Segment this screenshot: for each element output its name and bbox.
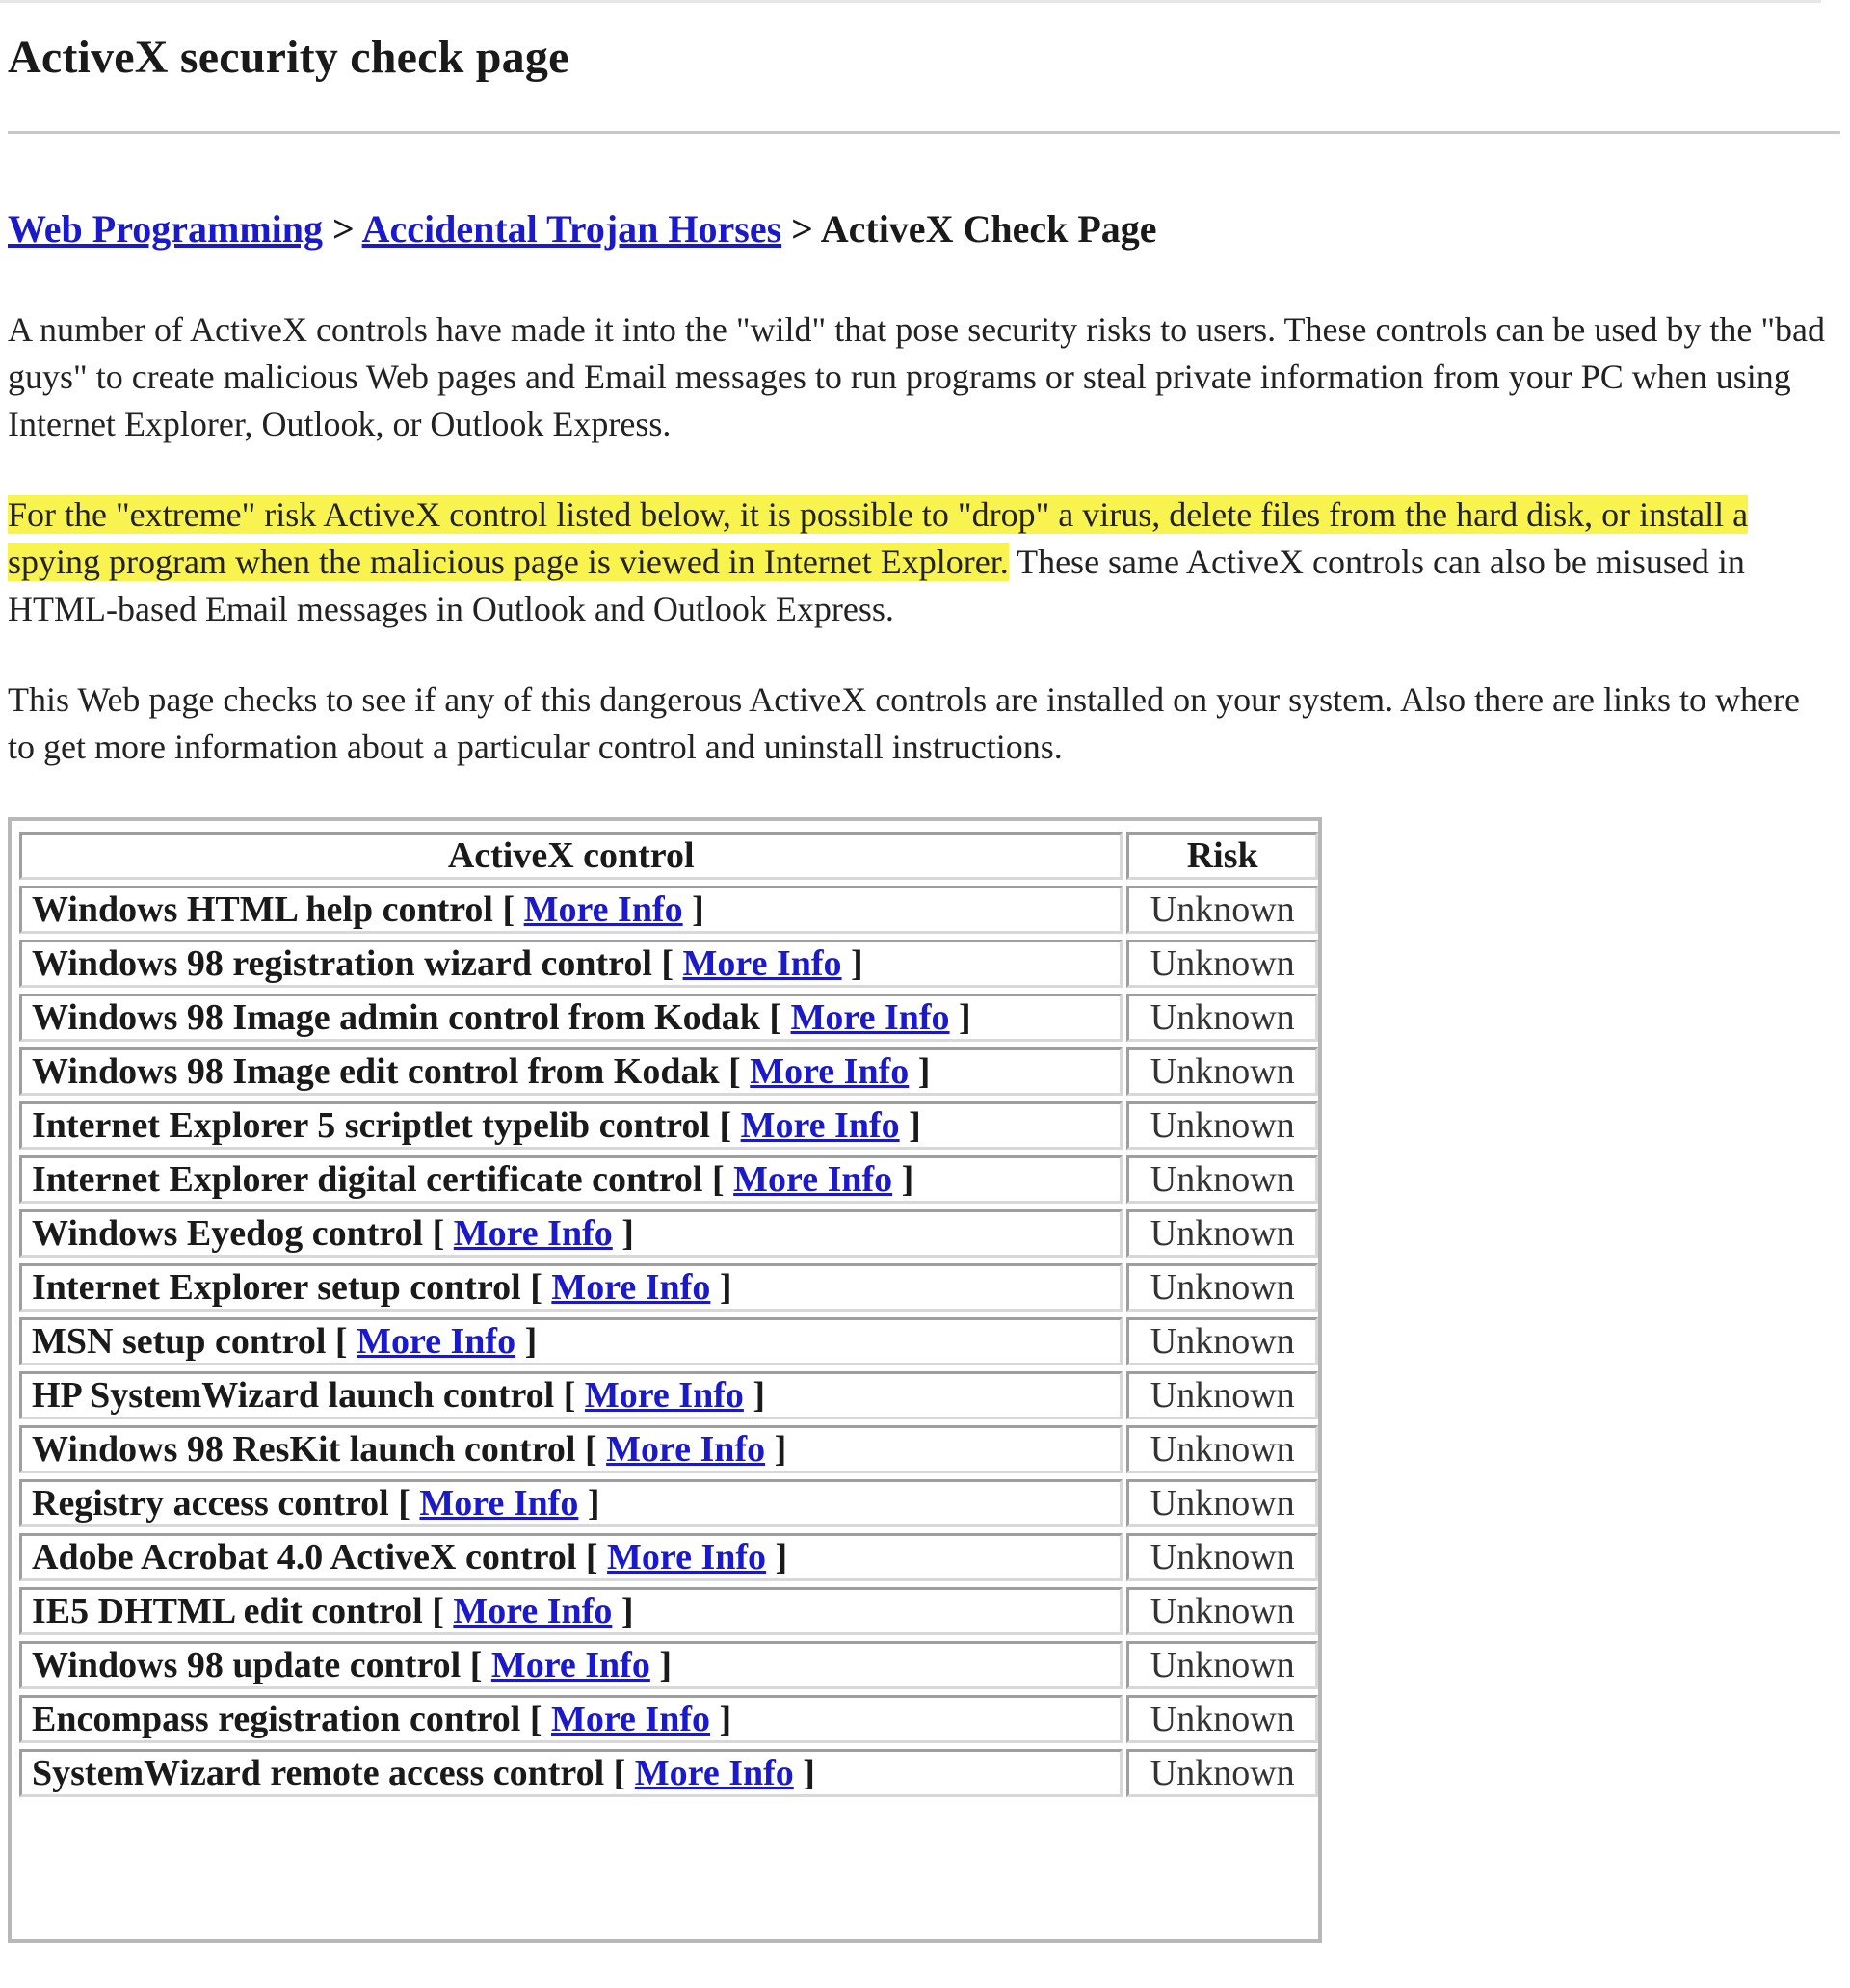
control-name-cell: Windows 98 Image admin control from Kodak [ More Info ] [19, 994, 1123, 1042]
column-header-risk: Risk [1126, 832, 1318, 880]
risk-value: Unknown [1126, 1641, 1318, 1689]
control-name-cell: Windows 98 registration wizard control [ More Info ] [19, 940, 1123, 988]
intro-paragraph-3: This Web page checks to see if any of this dangerous ActiveX controls are installed on your system. Also there are links to where to get more information about a particular control and uninstall instructions. [8, 680, 1800, 766]
control-name: Windows 98 ResKit launch control [32, 1429, 576, 1470]
table-row [19, 994, 1318, 1042]
risk-value: Unknown [1126, 940, 1318, 988]
control-name: MSN setup control [32, 1321, 327, 1362]
control-name: SystemWizard remote access control [32, 1753, 605, 1793]
table-row [19, 1641, 1318, 1689]
column-header-control: ActiveX control [19, 832, 1123, 880]
more-info-link[interactable]: More Info [453, 1213, 613, 1254]
breadcrumb-separator: > [791, 207, 813, 251]
table-row [19, 1695, 1318, 1743]
risk-value: Unknown [1126, 1317, 1318, 1365]
control-name: Registry access control [32, 1483, 389, 1524]
more-info-link[interactable]: More Info [551, 1699, 711, 1739]
control-name-cell: HP SystemWizard launch control [ More Info ] [19, 1371, 1123, 1419]
risk-value: Unknown [1126, 994, 1318, 1042]
risk-value: Unknown [1126, 1047, 1318, 1096]
control-name: Internet Explorer setup control [32, 1267, 521, 1308]
control-name-cell: Windows HTML help control [ More Info ] [19, 886, 1123, 934]
table-row [19, 1533, 1318, 1581]
more-info-link[interactable]: More Info [490, 1645, 650, 1685]
control-name: Windows HTML help control [32, 889, 493, 930]
risk-value: Unknown [1126, 1533, 1318, 1581]
control-name: Windows Eyedog control [32, 1213, 424, 1254]
table-row [19, 940, 1318, 988]
risk-value: Unknown [1126, 1425, 1318, 1473]
highlighted-warning: For the "extreme" risk ActiveX control listed below, it is possible to "drop" a virus, delete files from the hard disk, or install a spying program when the malicious page is viewed in Internet Explorer. [8, 495, 1749, 581]
control-name-cell: Windows 98 Image edit control from Kodak [ More Info ] [19, 1047, 1123, 1096]
control-name: Encompass registration control [32, 1699, 521, 1739]
activex-table-frame [8, 817, 1322, 1943]
more-info-link[interactable]: More Info [607, 1537, 767, 1577]
control-name-cell: Windows Eyedog control [ More Info ] [19, 1209, 1123, 1258]
risk-value: Unknown [1126, 1101, 1318, 1150]
more-info-link[interactable]: More Info [733, 1159, 893, 1200]
control-name: Windows 98 registration wizard control [32, 943, 652, 984]
table-row [19, 1371, 1318, 1419]
more-info-link[interactable]: More Info [419, 1483, 579, 1524]
control-name: IE5 DHTML edit control [32, 1591, 423, 1631]
top-divider [0, 0, 1821, 3]
table-header-row [19, 832, 1318, 880]
table-row [19, 1155, 1318, 1204]
table-row [19, 886, 1318, 934]
more-info-link[interactable]: More Info [682, 943, 842, 984]
intro-paragraph-2-rest: These same ActiveX controls can also be misused in HTML-based Email messages in Outlook and Outlook Express. [8, 543, 1745, 628]
control-name: Internet Explorer 5 scriptlet typelib control [32, 1105, 710, 1146]
control-name-cell: Internet Explorer 5 scriptlet typelib control [ More Info ] [19, 1101, 1123, 1150]
more-info-link[interactable]: More Info [584, 1375, 744, 1416]
risk-value: Unknown [1126, 1209, 1318, 1258]
table-row [19, 1047, 1318, 1096]
control-name: Adobe Acrobat 4.0 ActiveX control [32, 1537, 577, 1577]
control-name: HP SystemWizard launch control [32, 1375, 555, 1416]
more-info-link[interactable]: More Info [523, 889, 683, 930]
control-name: Windows 98 update control [32, 1645, 462, 1685]
breadcrumb [8, 206, 1157, 252]
risk-value: Unknown [1126, 1695, 1318, 1743]
more-info-link[interactable]: More Info [740, 1105, 900, 1146]
control-name-cell: MSN setup control [ More Info ] [19, 1317, 1123, 1365]
table-row [19, 1209, 1318, 1258]
more-info-link[interactable]: More Info [750, 1051, 910, 1092]
risk-value: Unknown [1126, 1749, 1318, 1797]
breadcrumb-current: ActiveX Check Page [820, 207, 1157, 251]
control-name-cell: Windows 98 ResKit launch control [ More Info ] [19, 1425, 1123, 1473]
table-row [19, 1587, 1318, 1635]
intro-paragraph-1: A number of ActiveX controls have made it into the "wild" that pose security risks to users. These controls can be used by the "bad guys" to create malicious Web pages and Email messages to run programs or steal private information from your PC when using Internet Explorer, Outlook, or Outlook Express. [8, 310, 1826, 443]
table-row [19, 1317, 1318, 1365]
control-name-cell: Registry access control [ More Info ] [19, 1479, 1123, 1527]
table-row [19, 1749, 1318, 1797]
more-info-link[interactable]: More Info [551, 1267, 711, 1308]
more-info-link[interactable]: More Info [453, 1591, 613, 1631]
control-name-cell: Internet Explorer digital certificate control [ More Info ] [19, 1155, 1123, 1204]
risk-value: Unknown [1126, 1371, 1318, 1419]
control-name-cell: Internet Explorer setup control [ More Info ] [19, 1263, 1123, 1312]
control-name: Internet Explorer digital certificate control [32, 1159, 703, 1200]
more-info-link[interactable]: More Info [357, 1321, 516, 1362]
risk-value: Unknown [1126, 1587, 1318, 1635]
breadcrumb-link-web-programming[interactable]: Web Programming [8, 207, 324, 251]
control-name: Windows 98 Image admin control from Kodak [32, 997, 760, 1038]
risk-value: Unknown [1126, 886, 1318, 934]
control-name-cell: Adobe Acrobat 4.0 ActiveX control [ More Info ] [19, 1533, 1123, 1581]
table-row [19, 1263, 1318, 1312]
risk-value: Unknown [1126, 1263, 1318, 1312]
control-name-cell: SystemWizard remote access control [ More Info ] [19, 1749, 1123, 1797]
activex-controls-table [15, 826, 1322, 1803]
title-divider [8, 131, 1840, 134]
control-name-cell: Encompass registration control [ More Info ] [19, 1695, 1123, 1743]
control-name-cell: Windows 98 update control [ More Info ] [19, 1641, 1123, 1689]
risk-value: Unknown [1126, 1479, 1318, 1527]
intro-paragraph-2 [8, 491, 1829, 633]
control-name: Windows 98 Image edit control from Kodak [32, 1051, 720, 1092]
table-row [19, 1479, 1318, 1527]
table-row [19, 1101, 1318, 1150]
more-info-link[interactable]: More Info [606, 1429, 766, 1470]
breadcrumb-separator: > [332, 207, 355, 251]
more-info-link[interactable]: More Info [634, 1753, 794, 1793]
breadcrumb-link-accidental-trojan-horses[interactable]: Accidental Trojan Horses [361, 207, 782, 251]
risk-value: Unknown [1126, 1155, 1318, 1204]
more-info-link[interactable]: More Info [790, 997, 950, 1038]
page-title: ActiveX security check page [8, 32, 569, 83]
control-name-cell: IE5 DHTML edit control [ More Info ] [19, 1587, 1123, 1635]
table-row [19, 1425, 1318, 1473]
